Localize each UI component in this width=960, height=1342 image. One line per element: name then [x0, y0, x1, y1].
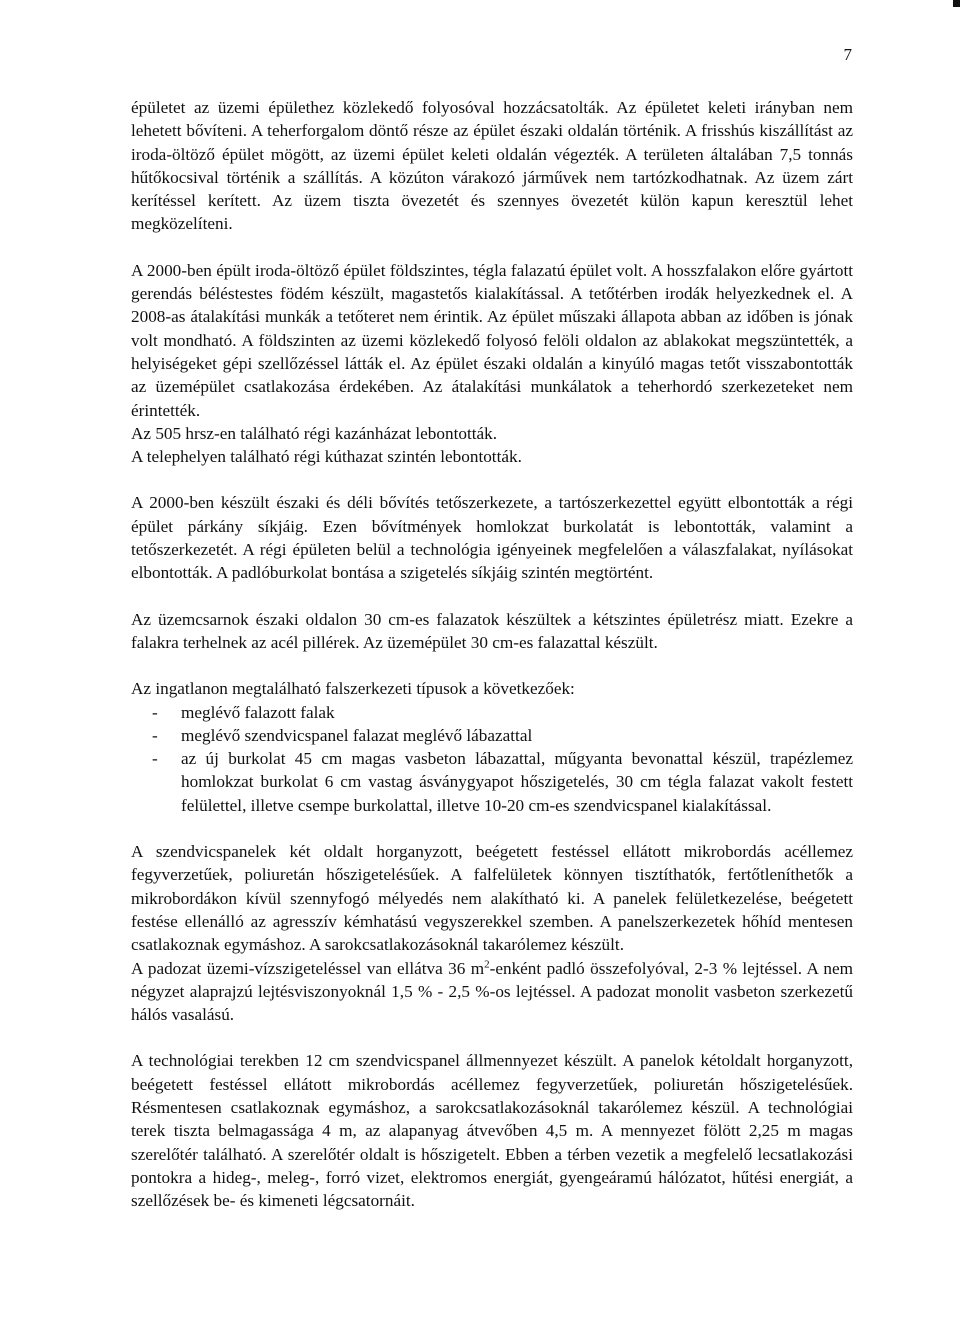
list-item: - meglévő szendvicspanel falazat meglévő lábazattal — [131, 724, 853, 747]
paragraph-sandwich-panels: A szendvicspanelek két oldalt horganyzott, beégetett festéssel ellátott mikrobordás acéllemez fegyverzetűek, poliuretán hőszigetelésűek. A falfelületek könnyen tisztíthatók, fertőtleníthetők a mikrobordákon kívül szennyfogó mélyedés nem alakítható ki. A panelek felületkezelése, beégetett festése ellenálló az agresszív kémhatású vegyszerekkel szemben. A panelszerkezetek hőhíd mentesen csatlakoznak egymáshoz. A sarokcsatlakozásoknál takarólemez készült. — [131, 842, 853, 955]
paragraph-hall-walls: Az üzemcsarnok északi oldalon 30 cm-es falazatok készültek a kétszintes épületrész miatt. Ezekre a falakra terhelnek az acél pillérek. Az üzemépület 30 cm-es falazattal készült. — [131, 609, 853, 652]
page-number: 7 — [843, 45, 852, 64]
paragraph-technological-spaces: A technológiai terekben 12 cm szendvicspanel állmennyezet készült. A panelok kétoldalt horganyzott, beégetett festéssel ellátott mikrobordás acéllemez fegyverzetűek, poliuretán hőszigetelésűek. Résmentesen csatlakoznak egymáshoz, a sarokcsatlakozásoknál takarólemez készül. A technológiai terek tiszta belmagassága 4 m, az alapanyag átvevőben 4,5 m. A mennyezet fölött 2,25 m magas szerelőtér található. A szerelőtér oldalt is hőszigetelt. Ebben a térben vezetik a megfelelő lecsatlakozási pontokra a hideg-, meleg-, forró vizet, elektromos energiát, gyengeáramú hálózatot, hűtési energiát, a szellőzések be- és kimeneti légcsatornáit. — [131, 1051, 853, 1211]
wall-types-list — [131, 701, 853, 817]
scan-corner-mark — [953, 0, 960, 7]
list-item: - meglévő falazott falak — [131, 701, 853, 724]
paragraph-extensions-demolition: A 2000-ben készült északi és déli bővítés tetőszerkezete, a tartószerkezettel együtt elbontották a régi épület párkány síkjáig. Ezen bővítmények homlokzat burkolatát is lebontották, valamint a tetőszerkezetét. A régi épületen belül a technológia igényeinek megfelelően a válaszfalakat, nyílásokat elbontották. A padlóburkolat bontása a szigetelés síkjáig szintén megtörtént. — [131, 493, 853, 583]
paragraph-office-building: A 2000-ben épült iroda-öltöző épület földszintes, tégla falazatú épület volt. A hosszfalakon előre gyártott gerendás béléstestes födém készült, magastetős kialakítással. A tetőtérben irodák helyezkednek el. A 2008-as átalakítási munkák a tetőteret nem érintik. Az épület műszaki állapota abban az időben is jónak volt mondható. A földszinten az üzemi közlekedő folyosó felöli oldalon az ablakokat megszüntették, a helyiségeket gépi szellőzéssel látták el. Az épület északi oldalán a kinyúló magas tetőt visszabontották az üzemépület csatlakozása érdekében. Az átalakítási munkálatok a teherhordó szerkezeteket nem érintették. — [131, 260, 853, 420]
paragraph-flooring: A padozat üzemi-vízszigeteléssel van ellátva 36 $m^2$-enként padló összefolyóval, 2-3 % lejtéssel. A nem négyzet alaprajzú lejtésviszonyoknál 1,5 % - 2,5 %-os lejtéssel. A padozat monolit vasbeton szerkezetű hálós vasalású. — [131, 957, 853, 1025]
list-item: - az új burkolat 45 cm magas vasbeton lábazattal, műgyanta bevonattal készül, trapézlemez homlokzat burkolat 6 cm vastag ásványgyapot hőszigetelés, 30 cm tégla falazat vakolt festett felülettel, illetve csempe burkolattal, illetve 10-20 cm-es szendvicspanel kialakítással. — [131, 747, 853, 817]
paragraph-well-house: A telephelyen található régi kúthazat szintén lebontották. — [131, 447, 522, 467]
document-body — [131, 96, 853, 1212]
paragraph-wall-types-intro: Az ingatlanon megtalálható falszerkezeti típusok a következőek: — [131, 679, 575, 699]
paragraph-boiler-house: Az 505 hrsz-en található régi kazánházat lebontották. — [131, 423, 498, 443]
paragraph-access-and-delivery: épületet az üzemi épülethez közlekedő folyosóval hozzácsatolták. Az épületet keleti irányban nem lehetett bővíteni. A teherforgalom döntő része az épület északi oldalán történik. A frisshús kiszállítást az iroda-öltöző épület mögött, az üzemi épület keleti oldalán végezték. A területen általában 7,5 tonnás hűtőkocsival történik a szállítás. A közúton várakozó járművek nem tartózkodhatnak. Az üzem zárt kerítéssel kerített. Az üzem tiszta övezetét és szennyes övezetét külön kapun keresztül lehet megközelíteni. — [131, 98, 853, 234]
